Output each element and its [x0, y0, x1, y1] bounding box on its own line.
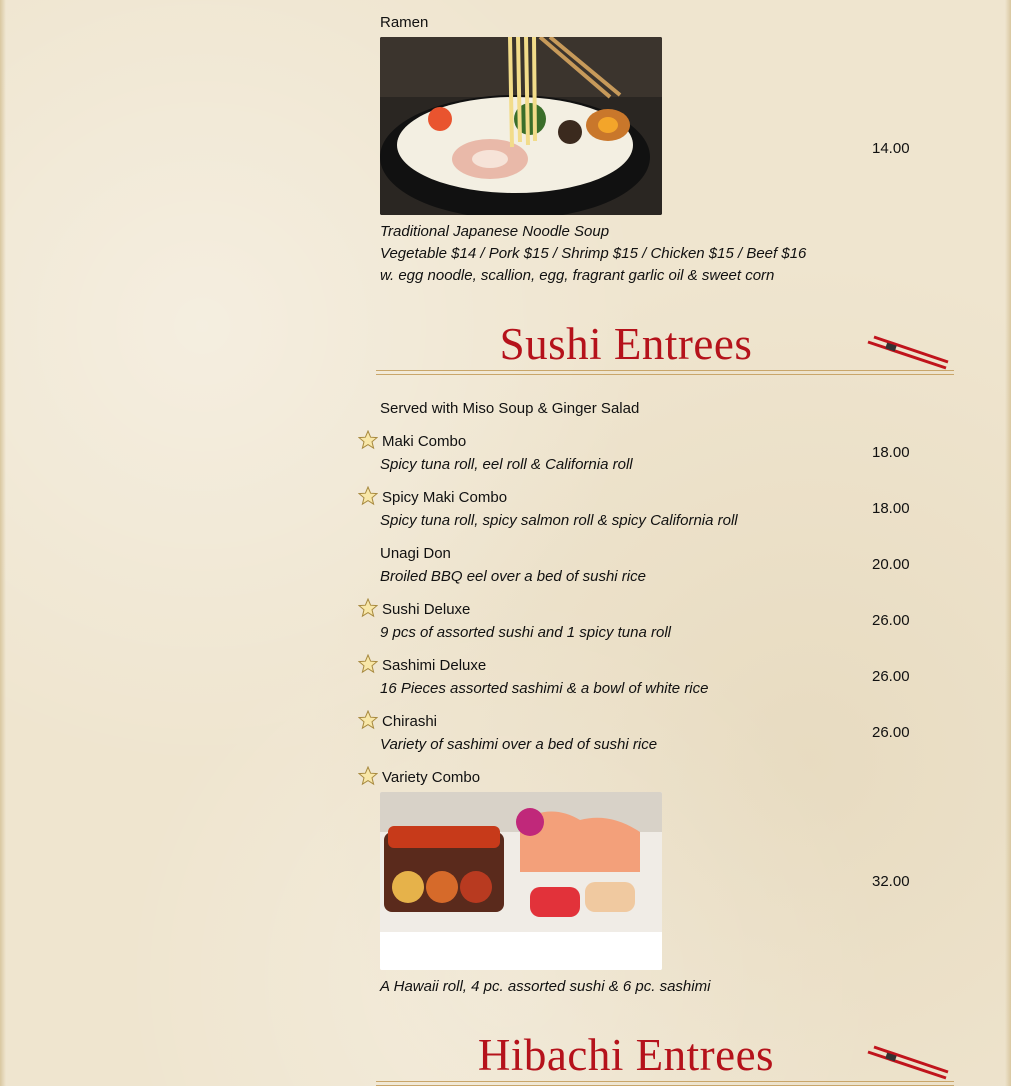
- item-name: Variety Combo: [382, 769, 481, 786]
- page-border-right: [1005, 0, 1011, 1086]
- item-description: Broiled BBQ eel over a bed of sushi rice: [380, 568, 646, 585]
- item-name: Ramen: [380, 14, 429, 31]
- variety-combo-photo: [380, 792, 662, 970]
- item-description: Spicy tuna roll, spicy salmon roll & spicy California roll: [380, 512, 738, 529]
- item-price: 20.00: [872, 556, 910, 573]
- menu-item: [356, 486, 956, 542]
- menu-item: [356, 654, 956, 710]
- ramen-bowl-image: [380, 37, 662, 215]
- page-border-left: [0, 0, 6, 1086]
- sushi-platter-image: [380, 792, 662, 970]
- chopsticks-icon: [864, 334, 950, 374]
- item-name: Sashimi Deluxe: [382, 657, 487, 674]
- item-description-line: w. egg noodle, scallion, egg, fragrant garlic oil & sweet corn: [380, 267, 775, 284]
- item-name: Maki Combo: [382, 433, 467, 450]
- menu-item: [356, 598, 956, 654]
- star-icon: [358, 486, 378, 506]
- star-icon: [358, 598, 378, 618]
- star-icon: [358, 430, 378, 450]
- item-price: 14.00: [872, 140, 910, 157]
- item-price: 26.00: [872, 612, 910, 629]
- item-description-line: Vegetable $14 / Pork $15 / Shrimp $15 / Chicken $15 / Beef $16: [380, 245, 807, 262]
- item-price: 26.00: [872, 668, 910, 685]
- item-price: 18.00: [872, 500, 910, 517]
- item-description: Spicy tuna roll, eel roll & California roll: [380, 456, 633, 473]
- item-name: Spicy Maki Combo: [382, 489, 508, 506]
- item-price: 32.00: [872, 873, 910, 890]
- item-name: Unagi Don: [380, 545, 451, 562]
- item-description: Variety of sashimi over a bed of sushi rice: [380, 736, 658, 753]
- item-description-line: Traditional Japanese Noodle Soup: [380, 223, 610, 240]
- star-icon: [358, 654, 378, 674]
- item-description: 9 pcs of assorted sushi and 1 spicy tuna roll: [380, 624, 671, 641]
- menu-item-variety-combo: [356, 766, 956, 1006]
- menu-item-ramen: [356, 0, 956, 300]
- star-icon: [358, 710, 378, 730]
- section-note: Served with Miso Soup & Ginger Salad: [380, 400, 640, 417]
- menu-item: [356, 430, 956, 486]
- item-price: 26.00: [872, 724, 910, 741]
- chopsticks-icon: [864, 1044, 950, 1084]
- menu-item: [356, 542, 956, 598]
- star-icon: [358, 766, 378, 786]
- section-title-hibachi-entrees: Hibachi Entrees: [477, 1030, 775, 1080]
- item-description: A Hawaii roll, 4 pc. assorted sushi & 6 pc. sashimi: [380, 978, 711, 995]
- ramen-photo: [380, 37, 662, 215]
- item-description: 16 Pieces assorted sashimi & a bowl of white rice: [380, 680, 709, 697]
- item-price: 18.00: [872, 444, 910, 461]
- item-name: Chirashi: [382, 713, 438, 730]
- menu-item: [356, 710, 956, 766]
- section-title-sushi-entrees: Sushi Entrees: [499, 319, 753, 369]
- item-name: Sushi Deluxe: [382, 601, 471, 618]
